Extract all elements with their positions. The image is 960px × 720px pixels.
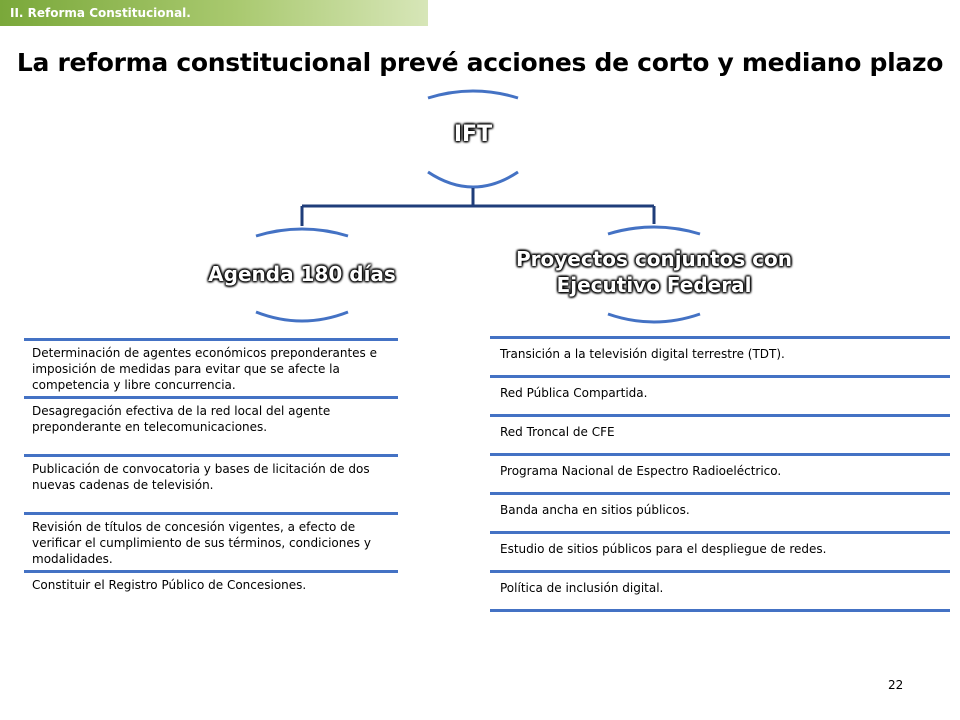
list-item: Banda ancha en sitios públicos. [490, 495, 950, 534]
page-number: 22 [888, 678, 904, 692]
right-item-list [490, 336, 950, 612]
list-item: Constituir el Registro Público de Concesiones. [32, 578, 307, 592]
root-bottom-arc [428, 172, 518, 187]
section-tab: II. Reforma Constitucional. [0, 0, 428, 26]
list-item: Red Troncal de CFE [490, 417, 950, 456]
list-item: Estudio de sitios públicos para el despliegue de redes. [490, 534, 950, 573]
list-item: Transición a la televisión digital terrestre (TDT). [490, 339, 950, 378]
list-item: Desagregación efectiva de la red local del agente preponderante en telecomunicaciones. [24, 399, 398, 457]
list-item: Revisión de títulos de concesión vigentes, a efecto de verificar el cumplimiento de sus términos, condiciones y modalidades. [24, 515, 398, 573]
left-bottom-arc [256, 312, 348, 321]
left-item-list [24, 338, 398, 597]
root-top-arc [428, 91, 518, 98]
list-item: Determinación de agentes económicos preponderantes e imposición de medidas para evitar que se afecte la competencia y libre concurrencia. [24, 341, 398, 399]
left-top-arc [256, 229, 348, 236]
page-title: La reforma constitucional prevé acciones de corto y mediano plazo [16, 48, 944, 77]
list-item: Publicación de convocatoria y bases de licitación de dos nuevas cadenas de televisión. [24, 457, 398, 515]
right-top-arc [608, 227, 700, 234]
right-bottom-arc [608, 314, 700, 322]
list-item: Programa Nacional de Espectro Radioeléctrico. [490, 456, 950, 495]
right-node-label: Proyectos conjuntos con Ejecutivo Federal [515, 247, 793, 297]
list-item: Red Pública Compartida. [490, 378, 950, 417]
left-node-label: Agenda 180 días [208, 262, 396, 286]
root-node-label: IFT [453, 122, 493, 147]
list-item: Política de inclusión digital. [490, 573, 950, 612]
